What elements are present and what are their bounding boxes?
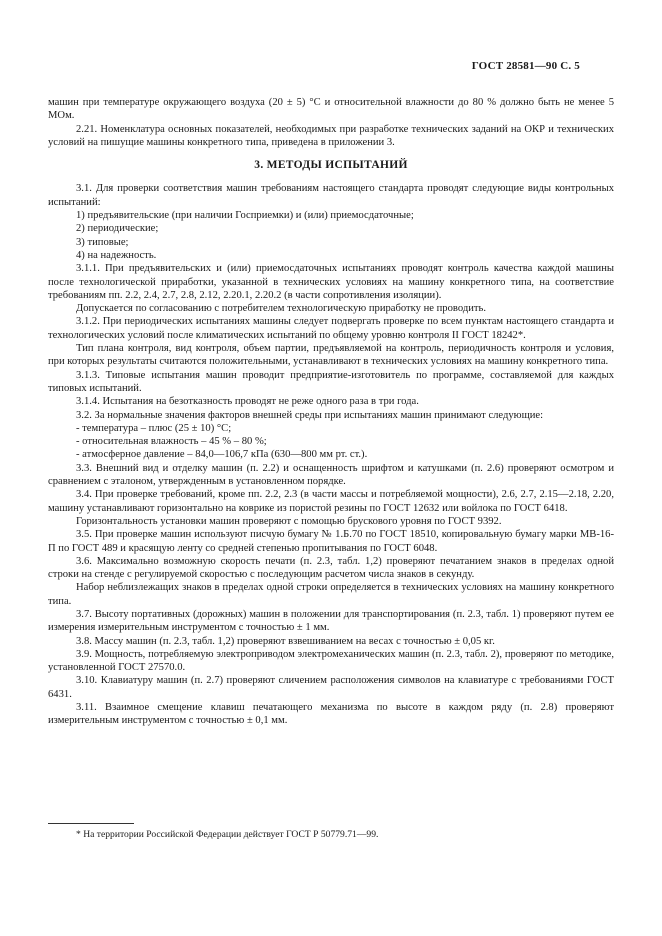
paragraph: 3.6. Максимально возможную скорость печати (п. 2.3, табл. 1,2) проверяют печатанием знаков в пределах одной строки на стенде с регулируемой скоростью с последующим расчетом числа знаков в секунду.: [48, 555, 614, 581]
paragraph: 3.1.2. При периодических испытаниях машины следует подвергать проверке по всем пунктам настоящего стандарта и технологических условий после климатических испытаний по общему уровню контроля II ГОСТ 18242*.: [48, 316, 614, 341]
list-item: 2) периодические;: [76, 223, 159, 235]
paragraph: машин при температуре окружающего воздуха (20 ± 5) °С и относительной влажности до 80 % должно быть не менее 5 МОм.: [48, 97, 614, 122]
list-item: - атмосферное давление – 84,0—106,7 кПа (630—800 мм рт. ст.).: [76, 449, 368, 461]
paragraph: 3.9. Мощность, потребляемую электроприводом электромеханических машин (п. 2.3, табл. 2), проверяют по методике, установленной ГОСТ 27570.0.: [48, 648, 614, 674]
list-item: - температура – плюс (25 ± 10) °С;: [76, 422, 232, 434]
paragraph: 3.7. Высоту портативных (дорожных) машин в положении для транспортирования (п. 2.3, табл. 1) проверяют путем ее измерения измерительным инструментом с точностью ± 1 мм.: [48, 608, 614, 634]
paragraph: Набор неблизлежащих знаков в пределах одной строки определяется в технических условиях на машину конкретного типа.: [48, 582, 614, 607]
list-item: - относительная влажность – 45 % – 80 %;: [76, 436, 267, 448]
paragraph: 3.8. Массу машин (п. 2.3, табл. 1,2) проверяют взвешиванием на весах с точностью ± 0,05 кг.: [76, 635, 495, 647]
list-item: 4) на надежность.: [76, 249, 157, 261]
footnote: * На территории Российской Федерации действует ГОСТ Р 50779.71—99.: [76, 829, 379, 840]
paragraph: 2.21. Номенклатура основных показателей, необходимых при разработке технических заданий на ОКР и технических условий на пишущие машины конкретного типа, приведена в приложении 3.: [48, 123, 614, 148]
paragraph: Горизонтальность установки машин проверяют с помощью брускового уровня по ГОСТ 9392.: [76, 515, 502, 527]
paragraph: 3.11. Взаимное смещение клавиш печатающего механизма по высоте в каждом ряду (п. 2.8) проверяют измерительным инструментом с точностью ± 0,1 мм.: [48, 702, 614, 727]
paragraph: Допускается по согласованию с потребителем технологическую приработку не проводить.: [76, 303, 486, 315]
paragraph: 3.5. При проверке машин используют писчую бумагу № 1.Б.70 по ГОСТ 18510, копировальную бумагу марки МВ-16-П по ГОСТ 489 и красящую ленту со средней степенью пропитывания по ГОСТ 6048.: [48, 529, 614, 554]
paragraph: 3.1.4. Испытания на безотказность проводят не реже одного раза в три года.: [76, 396, 419, 408]
list-item: 3) типовые;: [76, 236, 129, 248]
paragraph: 3.1. Для проверки соответствия машин требованиям настоящего стандарта проводят следующие виды контрольных испытаний:: [48, 183, 614, 208]
page-header: ГОСТ 28581—90 С. 5: [471, 60, 580, 72]
paragraph: 3.1.3. Типовые испытания машин проводит предприятие-изготовитель по программе, составляемой для каждых типовых испытаний.: [48, 369, 614, 394]
footnote-divider: [48, 823, 134, 824]
paragraph: 3.1.1. При предъявительских и (или) приемосдаточных испытаниях проводят контроль качества каждой машины после технологической приработки, указанной в технических условиях на машину конкретного типа, на соответствие требованиям пп. 2.2, 2.4, 2.7, 2.8, 2.12, 2.20.1, 2.20.2 (в части сопротивления изоляции).: [48, 263, 614, 301]
paragraph: 3.3. Внешний вид и отделку машин (п. 2.2) и оснащенность шрифтом и катушками (п. 2.6) проверяют осмотром и сравнением с эталоном, утвержденным в установленном порядке.: [48, 462, 614, 488]
paragraph: 3.2. За нормальные значения факторов внешней среды при испытаниях машин принимают следующие:: [76, 409, 544, 421]
body-text: [48, 96, 614, 728]
section-title: 3. МЕТОДЫ ИСПЫТАНИЙ: [254, 159, 408, 172]
paragraph: Тип плана контроля, вид контроля, объем партии, предъявляемой на контроль, периодичность контроля и условия, при которых результаты считаются положительными, устанавливают в технических условиях на машину конкретного типа.: [48, 343, 614, 368]
paragraph: 3.4. При проверке требований, кроме пп. 2.2, 2.3 (в части массы и потребляемой мощности), 2.6, 2.7, 2.15—2.18, 2.20, машину устанавливают горизонтально на коврике из пористой резины по ГОСТ 12632 или войлока по ГОСТ 6418.: [48, 489, 614, 514]
paragraph: 3.10. Клавиатуру машин (п. 2.7) проверяют сличением расположения символов на клавиатуре с требованиями ГОСТ 6431.: [48, 675, 614, 700]
list-item: 1) предъявительские (при наличии Госприемки) и (или) приемосдаточные;: [76, 210, 414, 222]
